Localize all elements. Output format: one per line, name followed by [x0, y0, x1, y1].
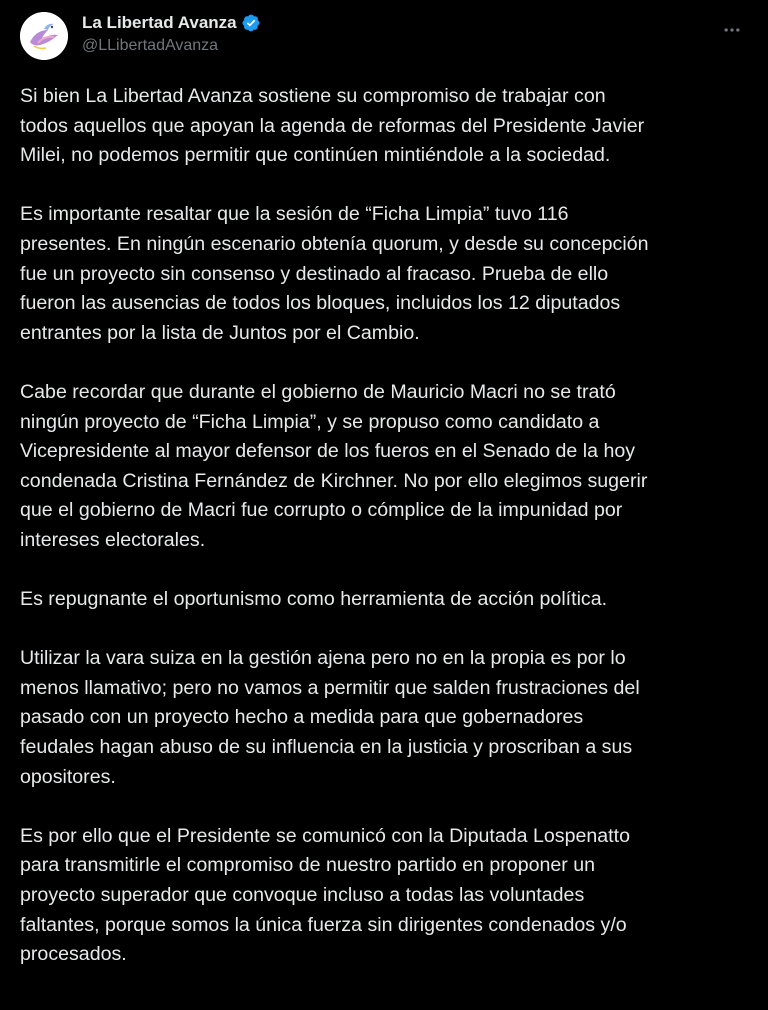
tweet-header: [18, 10, 750, 66]
display-name[interactable]: La Libertad Avanza: [82, 13, 237, 32]
handle[interactable]: @LLibertadAvanza: [82, 37, 219, 54]
tweet-paragraph: Es importante resaltar que la sesión de “Ficha Limpia” tuvo 116 presentes. En ningún escenario obtenía quorum, y desde su concepción fue un proyecto sin consenso y destinado al fracaso. Prueba de ello fueron las ausencias de todos los bloques, incluidos los 12 diputados entrantes por la lista de Juntos por el Cambio.: [20, 203, 649, 344]
tweet-paragraph: Es por ello que el Presidente se comunicó con la Diputada Lospenatto para transmitirle el compromiso de nuestro partido en proponer un proyecto superador que convoque incluso a todas las voluntades faltantes, porque somos la única fuerza sin dirigentes condenados y/o procesados.: [20, 824, 630, 966]
tweet-paragraph: Utilizar la vara suiza en la gestión ajena pero no en la propia es por lo menos llamativo; pero no vamos a permitir que salden frustraciones del pasado con un proyecto hecho a medida para que gobernadores feudales hagan abuso de su influencia en la justicia y proscriban a sus opositores.: [20, 647, 640, 788]
tweet-paragraph: Si bien La Libertad Avanza sostiene su compromiso de trabajar con todos aquellos que apoyan la agenda de reformas del Presidente Javier Milei, no podemos permitir que continúen mintiéndole a la sociedad.: [20, 85, 645, 167]
author-info: [82, 11, 261, 55]
avatar[interactable]: [20, 12, 68, 60]
tweet-paragraph: Cabe recordar que durante el gobierno de Mauricio Macri no se trató ningún proyecto de “Ficha Limpia”, y se propuso como candidato a Vicepresidente al mayor defensor de los fueros en el Senado de la hoy condenada Cristina Fernández de Kirchner. No por ello elegimos sugerir que el gobierno de Macri fue corrupto o cómplice de la impunidad por intereses electorales.: [20, 380, 648, 551]
tweet-text: [20, 82, 750, 999]
more-horizontal-icon[interactable]: [718, 16, 746, 44]
name-row: [82, 11, 261, 35]
tweet-paragraph: Es repugnante el oportunismo como herramienta de acción política.: [20, 588, 608, 611]
verified-badge-icon: [241, 13, 261, 33]
dove-logo-icon: [20, 12, 68, 60]
